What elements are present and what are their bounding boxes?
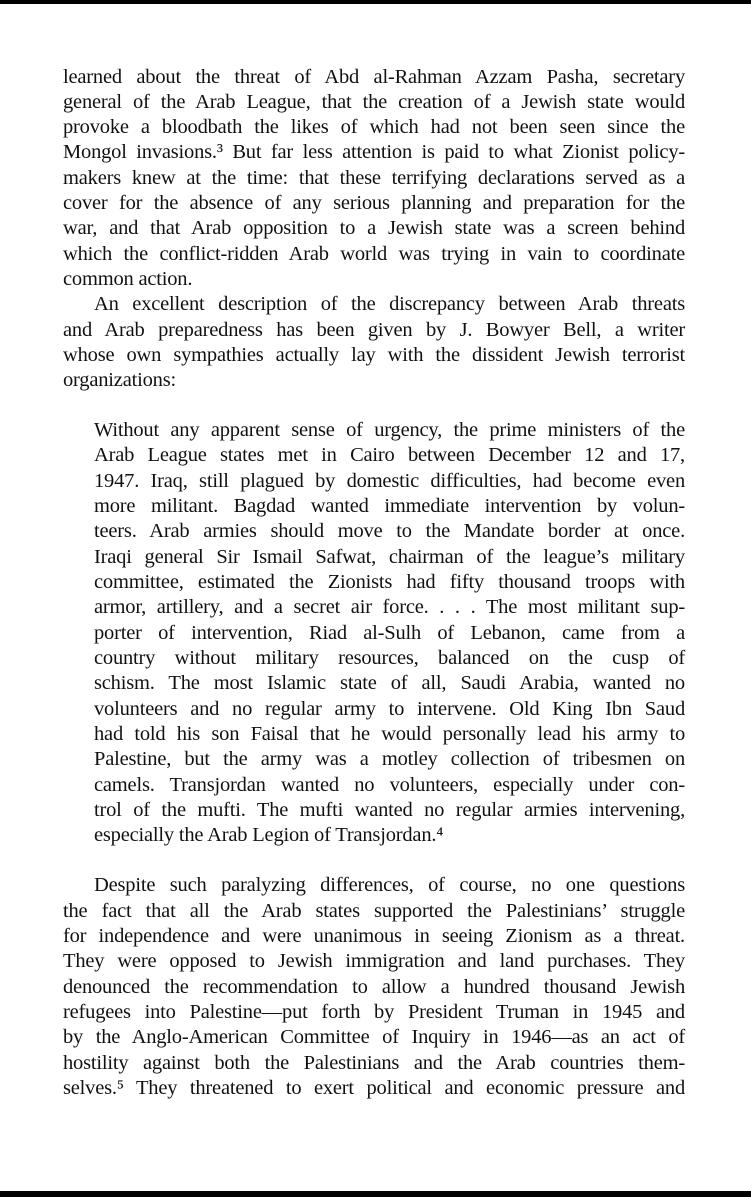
text-line: general of the Arab League, that the creation of a Jewish state would <box>63 91 685 113</box>
quote-line: armor, artillery, and a secret air force. . . . The most militant sup- <box>94 596 685 618</box>
bottom-border-bar <box>0 1191 751 1197</box>
text-line: refugees into Palestine—put forth by President Truman in 1945 and <box>63 1001 685 1023</box>
text-line: They were opposed to Jewish immigration and land purchases. They <box>63 950 685 972</box>
quote-line: 1947. Iraq, still plagued by domestic difficulties, had become even <box>94 470 685 492</box>
quote-line: Without any apparent sense of urgency, the prime ministers of the <box>94 419 685 441</box>
quote-line: committee, estimated the Zionists had fifty thousand troops with <box>94 571 685 593</box>
quote-line: country without military resources, balanced on the cusp of <box>94 647 685 669</box>
text-line: makers knew at the time: that these terrifying declarations served as a <box>63 167 685 189</box>
text-line: which the conflict-ridden Arab world was trying in vain to coordinate <box>63 243 685 265</box>
quote-line: Palestine, but the army was a motley collection of tribesmen on <box>94 748 685 770</box>
quote-line: camels. Transjordan wanted no volunteers, especially under con- <box>94 774 685 796</box>
quote-line: trol of the mufti. The mufti wanted no regular armies intervening, <box>94 799 685 821</box>
text-line: and Arab preparedness has been given by J. Bowyer Bell, a writer <box>63 319 685 341</box>
text-line: war, and that Arab opposition to a Jewish state was a screen behind <box>63 217 685 239</box>
text-line: hostility against both the Palestinians and the Arab countries them- <box>63 1052 685 1074</box>
text-line: whose own sympathies actually lay with the dissident Jewish terrorist <box>63 344 685 366</box>
quote-line: porter of intervention, Riad al-Sulh of Lebanon, came from a <box>94 622 685 644</box>
text-line: denounced the recommendation to allow a hundred thousand Jewish <box>63 976 685 998</box>
quote-line: schism. The most Islamic state of all, Saudi Arabia, wanted no <box>94 672 685 694</box>
text-line: selves.⁵ They threatened to exert political and economic pressure and <box>63 1077 685 1099</box>
text-line: Mongol invasions.³ But far less attention is paid to what Zionist policy- <box>63 141 685 163</box>
quote-line: had told his son Faisal that he would personally lead his army to <box>94 723 685 745</box>
text-line: common action. <box>63 268 193 290</box>
quote-line: especially the Arab Legion of Transjordan.⁴ <box>94 824 444 846</box>
text-line: provoke a bloodbath the likes of which had not been seen since the <box>63 116 685 138</box>
text-line: An excellent description of the discrepancy between Arab threats <box>94 293 685 315</box>
quote-line: Arab League states met in Cairo between December 12 and 17, <box>94 444 685 466</box>
quote-line: teers. Arab armies should move to the Mandate border at once. <box>94 520 685 542</box>
quote-line: Iraqi general Sir Ismail Safwat, chairman of the league’s military <box>94 546 685 568</box>
quote-line: more militant. Bagdad wanted immediate intervention by volun- <box>94 495 685 517</box>
text-line: learned about the threat of Abd al-Rahman Azzam Pasha, secretary <box>63 66 685 88</box>
text-line: cover for the absence of any serious planning and preparation for the <box>63 192 685 214</box>
top-border-bar <box>0 0 751 4</box>
quote-line: volunteers and no regular army to intervene. Old King Ibn Saud <box>94 698 685 720</box>
text-line: Despite such paralyzing differences, of course, no one questions <box>94 874 685 896</box>
text-line: for independence and were unanimous in seeing Zionism as a threat. <box>63 925 685 947</box>
text-line: organizations: <box>63 369 176 391</box>
text-line: by the Anglo-American Committee of Inquiry in 1946—as an act of <box>63 1026 685 1048</box>
text-line: the fact that all the Arab states supported the Palestinians’ struggle <box>63 900 685 922</box>
